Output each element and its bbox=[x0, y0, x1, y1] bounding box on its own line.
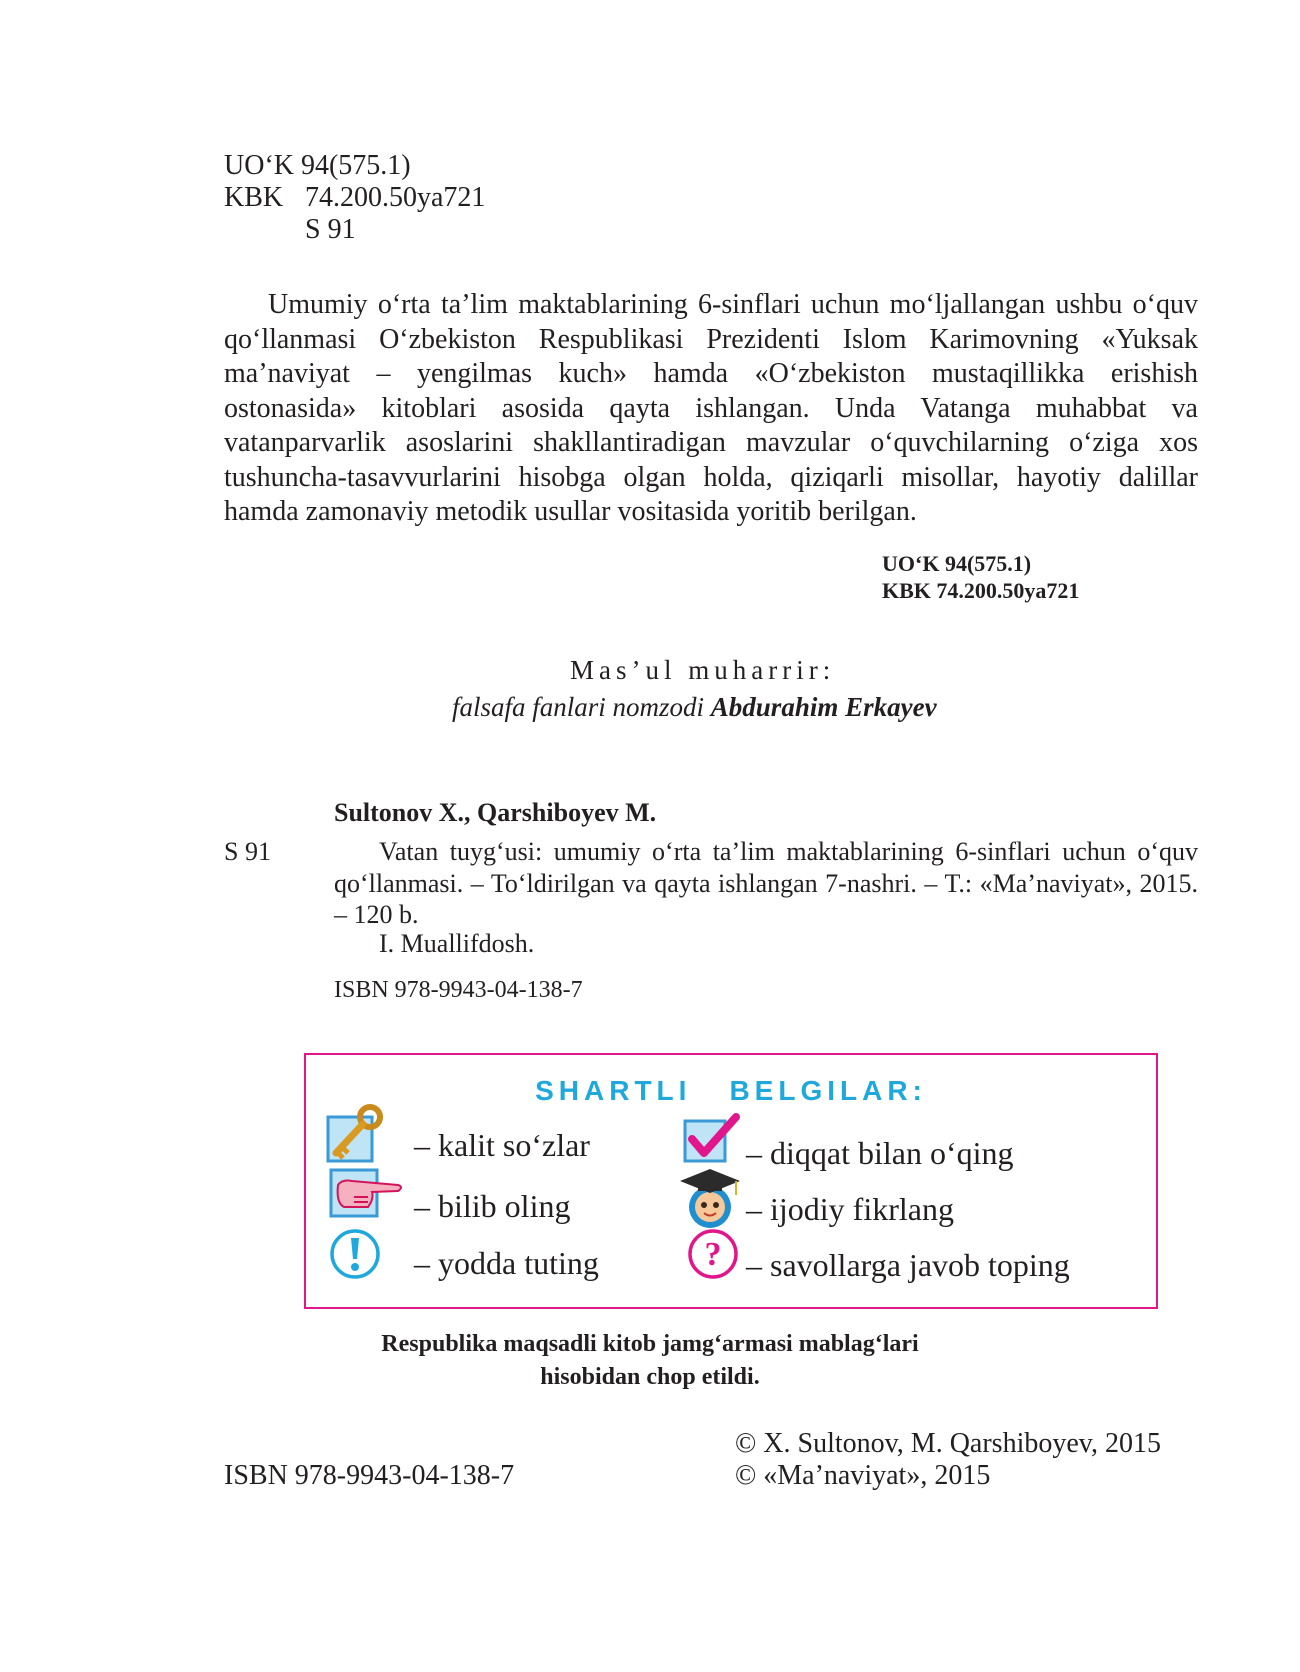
editor-label: Mas’ul muharrir: bbox=[570, 655, 836, 685]
pointing-hand-icon bbox=[328, 1167, 408, 1223]
catalog-coauthor: I. Muallifdosh. bbox=[379, 929, 535, 958]
legend-item-think-creatively: – ijodiy fikrlang bbox=[746, 1191, 954, 1227]
annotation-paragraph: Umumiy o‘rta ta’lim maktablarining 6-sinflari uchun mo‘ljallangan ushbu o‘quv qo‘llanmasi O‘zbekiston Respublikasi Prezidenti Islom Karimovning «Yuksak ma’naviyat – yengilmas kuch» hamda «O‘zbekiston mustaqillikka erishish ostonasida» kitoblari asosida qayta ishlangan. Unda Vatanga muhabbat va vatanparvarlik asoslarini shakllantiradigan mavzular o‘quvchilarning o‘ziga xos tushuncha-tasavvurlarini hisobga olgan holda, qiziqarli misollar, hayotiy dalillar hamda zamonaviy metodik usullar vositasida yoritib berilgan. bbox=[224, 289, 1198, 527]
legend-title-word1: SHARTLI bbox=[535, 1075, 692, 1106]
graduate-boy-icon bbox=[676, 1165, 744, 1231]
catalog-authors: Sultonov X., Qarshiboyev M. bbox=[334, 798, 657, 827]
author-mark: S 91 bbox=[305, 214, 356, 245]
legend-title-word2: BELGILAR: bbox=[729, 1075, 927, 1106]
legend-item-read-carefully: – diqqat bilan o‘qing bbox=[746, 1135, 1014, 1171]
copyright-authors: © X. Sultonov, M. Qarshiboyev, 2015 bbox=[735, 1428, 1161, 1459]
checkmark-icon bbox=[682, 1113, 742, 1165]
kbk-label: KBK bbox=[224, 182, 284, 213]
editor-name: Abdurahim Erkayev bbox=[710, 692, 937, 722]
kbk-code: 74.200.50ya721 bbox=[305, 182, 486, 213]
legend-item-answer-questions: – savollarga javob toping bbox=[746, 1247, 1070, 1283]
funding-line2: hisobidan chop etildi. bbox=[540, 1364, 760, 1390]
catalog-isbn: ISBN 978-9943-04-138-7 bbox=[334, 977, 583, 1003]
question-icon bbox=[686, 1227, 740, 1281]
uok-code: UO‘K 94(575.1) bbox=[224, 150, 411, 181]
legend-item-learn: – bilib oling bbox=[414, 1188, 571, 1224]
uok-code-repeat: UO‘K 94(575.1) bbox=[882, 551, 1032, 576]
key-icon bbox=[324, 1103, 388, 1165]
legend-item-key-words: – kalit so‘zlar bbox=[414, 1127, 590, 1163]
editor-title: falsafa fanlari nomzodi bbox=[452, 692, 705, 722]
legend-title bbox=[306, 1075, 1156, 1107]
funding-line1: Respublika maqsadli kitob jamg‘armasi mablag‘lari bbox=[381, 1331, 919, 1357]
legend-item-remember: – yodda tuting bbox=[414, 1245, 599, 1281]
legend-box bbox=[304, 1053, 1158, 1309]
footer-isbn: ISBN 978-9943-04-138-7 bbox=[224, 1460, 515, 1491]
copyright-publisher: © «Ma’naviyat», 2015 bbox=[735, 1460, 991, 1491]
editor-line bbox=[452, 692, 937, 723]
catalog-mark: S 91 bbox=[224, 837, 271, 866]
kbk-code-repeat: KBK 74.200.50ya721 bbox=[882, 578, 1080, 603]
catalog-description: Vatan tuyg‘usi: umumiy o‘rta ta’lim maktablarining 6-sinflari uchun o‘quv qo‘llanmasi. – To‘ldirilgan va qayta ishlangan 7-nashri. – T.: «Ma’naviyat», 2015. – 120 b. bbox=[334, 837, 1198, 929]
svg-text:?: ? bbox=[704, 1236, 722, 1273]
exclamation-icon bbox=[328, 1227, 382, 1281]
